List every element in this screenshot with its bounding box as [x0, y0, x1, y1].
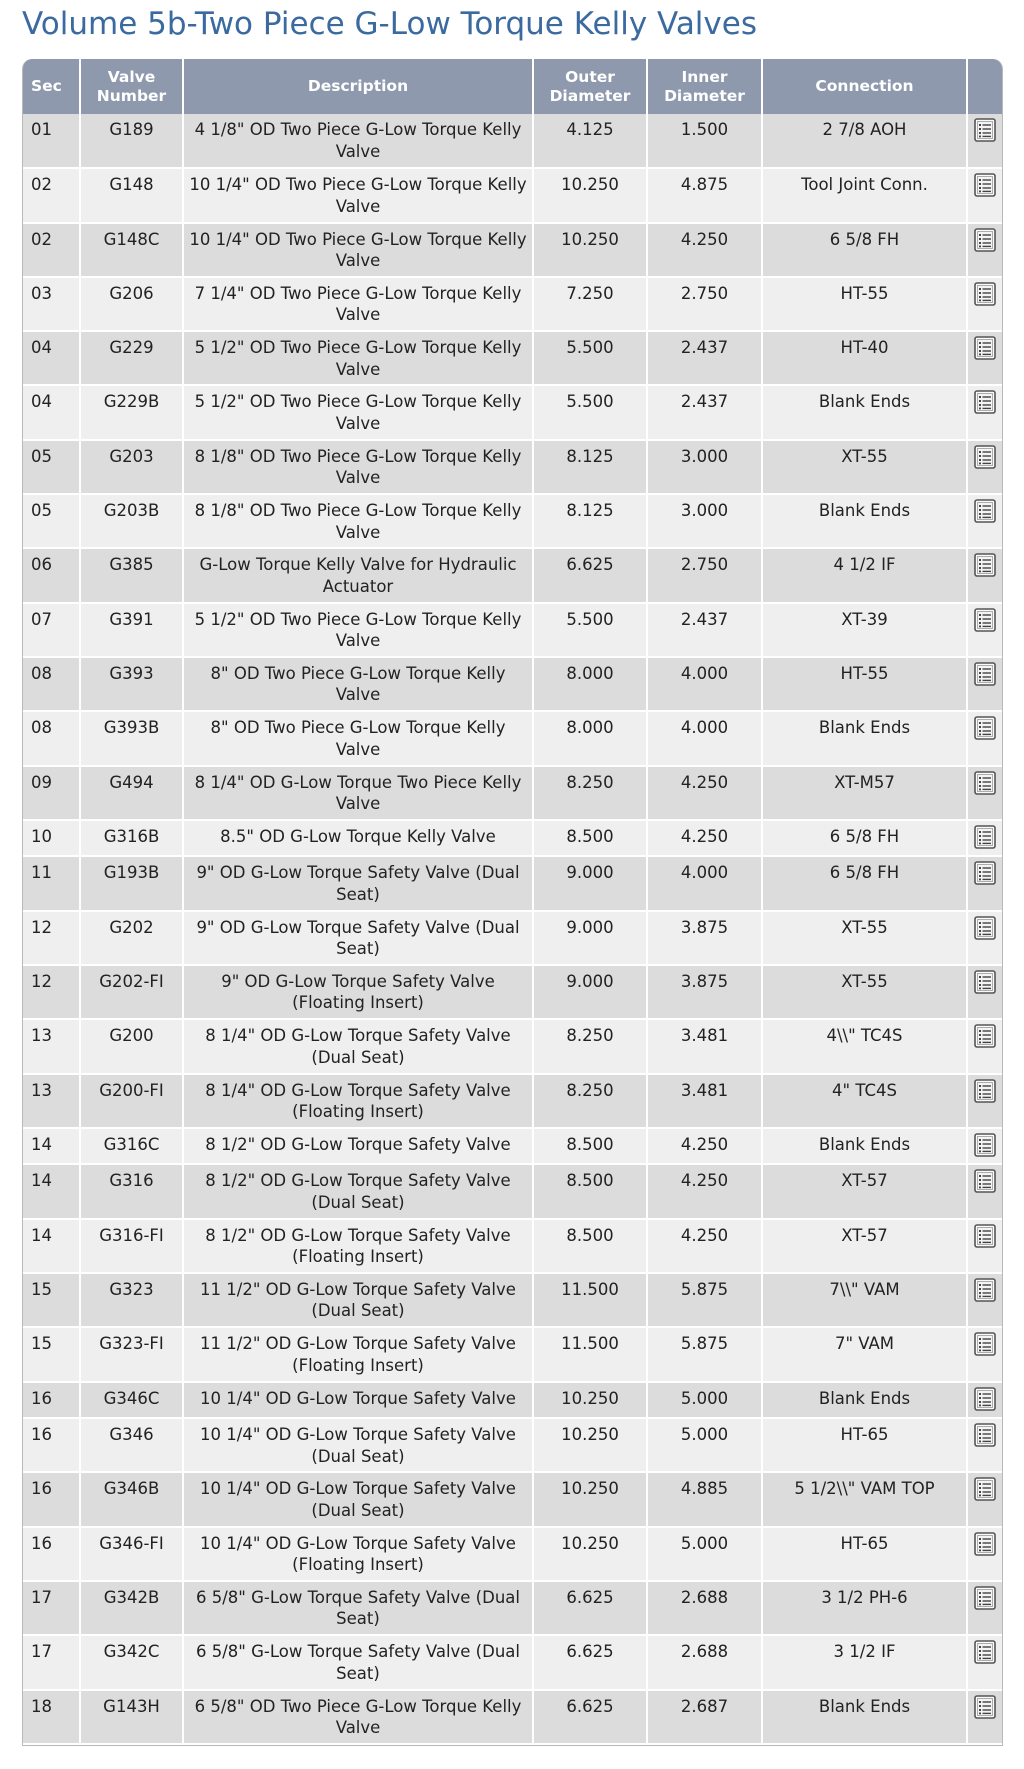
cell-connection: HT-65 [762, 1527, 967, 1581]
cell-connection: HT-40 [762, 331, 967, 385]
cell-sec: 04 [23, 331, 80, 385]
cell-sec: 05 [23, 494, 80, 548]
cell-details [967, 1074, 1002, 1128]
cell-outer-diameter: 9.000 [533, 911, 647, 965]
cell-valve-number: G316 [80, 1164, 183, 1218]
cell-sec: 02 [23, 168, 80, 222]
cell-connection: HT-55 [762, 657, 967, 711]
cell-outer-diameter: 8.500 [533, 820, 647, 857]
header-outer-diameter[interactable]: Outer Diameter [533, 59, 647, 114]
cell-description: 9" OD G-Low Torque Safety Valve (Dual Seat) [183, 911, 533, 965]
cell-description: 10 1/4" OD Two Piece G-Low Torque Kelly Valve [183, 223, 533, 277]
table-row [23, 856, 1002, 910]
cell-connection: HT-55 [762, 277, 967, 331]
cell-valve-number: G385 [80, 548, 183, 602]
table-row [23, 1527, 1002, 1581]
cell-valve-number: G494 [80, 766, 183, 820]
cell-sec: 14 [23, 1164, 80, 1218]
table-row [23, 1074, 1002, 1128]
document-list-icon[interactable] [972, 281, 998, 307]
cell-connection: Blank Ends [762, 1128, 967, 1165]
document-list-icon[interactable] [972, 915, 998, 941]
cell-sec: 12 [23, 965, 80, 1019]
cell-valve-number: G203B [80, 494, 183, 548]
cell-connection: Blank Ends [762, 494, 967, 548]
table-row [23, 494, 1002, 548]
cell-valve-number: G202 [80, 911, 183, 965]
table-row [23, 1581, 1002, 1635]
cell-valve-number: G323-FI [80, 1327, 183, 1381]
document-list-icon[interactable] [972, 607, 998, 633]
cell-outer-diameter: 10.250 [533, 1472, 647, 1526]
cell-description: 8 1/4" OD G-Low Torque Safety Valve (Floating Insert) [183, 1074, 533, 1128]
cell-valve-number: G346 [80, 1418, 183, 1472]
table-row [23, 911, 1002, 965]
cell-connection: 4\\" TC4S [762, 1019, 967, 1073]
valves-table-container [22, 59, 1003, 1746]
cell-inner-diameter: 4.000 [647, 856, 762, 910]
cell-valve-number: G148 [80, 168, 183, 222]
document-list-icon[interactable] [972, 860, 998, 886]
table-row [23, 331, 1002, 385]
cell-details [967, 1635, 1002, 1689]
cell-details [967, 1164, 1002, 1218]
cell-inner-diameter: 2.688 [647, 1635, 762, 1689]
cell-details [967, 965, 1002, 1019]
cell-inner-diameter: 5.000 [647, 1382, 762, 1419]
cell-outer-diameter: 4.125 [533, 114, 647, 168]
cell-inner-diameter: 4.885 [647, 1472, 762, 1526]
document-list-icon[interactable] [972, 1168, 998, 1194]
document-list-icon[interactable] [972, 227, 998, 253]
cell-outer-diameter: 8.250 [533, 1074, 647, 1128]
cell-description: 10 1/4" OD G-Low Torque Safety Valve (Floating Insert) [183, 1527, 533, 1581]
document-list-icon[interactable] [972, 1277, 998, 1303]
cell-details [967, 168, 1002, 222]
cell-valve-number: G206 [80, 277, 183, 331]
cell-outer-diameter: 8.000 [533, 657, 647, 711]
cell-sec: 12 [23, 911, 80, 965]
cell-description: 6 5/8" G-Low Torque Safety Valve (Dual Seat) [183, 1581, 533, 1635]
cell-description: 8 1/4" OD G-Low Torque Two Piece Kelly Valve [183, 766, 533, 820]
cell-description: 8" OD Two Piece G-Low Torque Kelly Valve [183, 657, 533, 711]
table-row [23, 223, 1002, 277]
cell-inner-diameter: 2.437 [647, 385, 762, 439]
document-list-icon[interactable] [972, 1422, 998, 1448]
cell-valve-number: G346C [80, 1382, 183, 1419]
document-list-icon[interactable] [972, 661, 998, 687]
cell-inner-diameter: 3.875 [647, 965, 762, 1019]
cell-inner-diameter: 4.250 [647, 1164, 762, 1218]
table-row [23, 168, 1002, 222]
cell-connection: 4" TC4S [762, 1074, 967, 1128]
cell-inner-diameter: 5.000 [647, 1418, 762, 1472]
cell-inner-diameter: 1.500 [647, 114, 762, 168]
cell-sec: 06 [23, 548, 80, 602]
cell-sec: 07 [23, 603, 80, 657]
document-list-icon[interactable] [972, 172, 998, 198]
cell-details [967, 603, 1002, 657]
cell-sec: 17 [23, 1635, 80, 1689]
cell-sec: 18 [23, 1690, 80, 1744]
cell-inner-diameter: 4.000 [647, 711, 762, 765]
cell-details [967, 1273, 1002, 1327]
cell-outer-diameter: 5.500 [533, 603, 647, 657]
cell-details [967, 494, 1002, 548]
cell-details [967, 1527, 1002, 1581]
cell-outer-diameter: 6.625 [533, 1635, 647, 1689]
cell-description: G-Low Torque Kelly Valve for Hydraulic Actuator [183, 548, 533, 602]
cell-inner-diameter: 3.000 [647, 494, 762, 548]
document-list-icon[interactable] [972, 552, 998, 578]
header-icon-column [967, 59, 1002, 114]
document-list-icon[interactable] [972, 1078, 998, 1104]
table-row [23, 1472, 1002, 1526]
cell-valve-number: G203 [80, 440, 183, 494]
cell-description: 8 1/4" OD G-Low Torque Safety Valve (Dual Seat) [183, 1019, 533, 1073]
table-row [23, 965, 1002, 1019]
cell-details [967, 1219, 1002, 1273]
cell-inner-diameter: 2.750 [647, 277, 762, 331]
cell-inner-diameter: 4.250 [647, 1128, 762, 1165]
cell-connection: 7" VAM [762, 1327, 967, 1381]
cell-description: 8 1/2" OD G-Low Torque Safety Valve [183, 1128, 533, 1165]
cell-outer-diameter: 6.625 [533, 1690, 647, 1744]
cell-description: 6 5/8" G-Low Torque Safety Valve (Dual Seat) [183, 1635, 533, 1689]
cell-details [967, 114, 1002, 168]
header-valve-number[interactable]: Valve Number [80, 59, 183, 114]
cell-sec: 16 [23, 1382, 80, 1419]
cell-connection: 6 5/8 FH [762, 820, 967, 857]
cell-connection: 2 7/8 AOH [762, 114, 967, 168]
cell-connection: 7\\" VAM [762, 1273, 967, 1327]
cell-outer-diameter: 8.125 [533, 440, 647, 494]
cell-details [967, 856, 1002, 910]
cell-outer-diameter: 10.250 [533, 168, 647, 222]
document-list-icon[interactable] [972, 1585, 998, 1611]
cell-connection: XT-55 [762, 965, 967, 1019]
cell-outer-diameter: 8.500 [533, 1219, 647, 1273]
document-list-icon[interactable] [972, 1132, 998, 1158]
cell-inner-diameter: 4.250 [647, 820, 762, 857]
cell-details [967, 820, 1002, 857]
cell-sec: 02 [23, 223, 80, 277]
document-list-icon[interactable] [972, 770, 998, 796]
cell-valve-number: G393 [80, 657, 183, 711]
cell-outer-diameter: 6.625 [533, 548, 647, 602]
cell-valve-number: G391 [80, 603, 183, 657]
cell-sec: 05 [23, 440, 80, 494]
cell-outer-diameter: 5.500 [533, 385, 647, 439]
cell-sec: 16 [23, 1472, 80, 1526]
cell-connection: 6 5/8 FH [762, 856, 967, 910]
cell-outer-diameter: 9.000 [533, 856, 647, 910]
table-row [23, 820, 1002, 857]
cell-description: 9" OD G-Low Torque Safety Valve (Dual Seat) [183, 856, 533, 910]
cell-outer-diameter: 8.000 [533, 711, 647, 765]
cell-inner-diameter: 4.250 [647, 1219, 762, 1273]
cell-sec: 15 [23, 1327, 80, 1381]
table-row [23, 1635, 1002, 1689]
cell-description: 8 1/2" OD G-Low Torque Safety Valve (Dual Seat) [183, 1164, 533, 1218]
cell-outer-diameter: 8.250 [533, 766, 647, 820]
table-row [23, 1164, 1002, 1218]
cell-details [967, 385, 1002, 439]
cell-outer-diameter: 8.125 [533, 494, 647, 548]
cell-connection: Blank Ends [762, 1690, 967, 1744]
header-connection[interactable]: Connection [762, 59, 967, 114]
cell-sec: 01 [23, 114, 80, 168]
cell-description: 11 1/2" OD G-Low Torque Safety Valve (Dual Seat) [183, 1273, 533, 1327]
cell-sec: 15 [23, 1273, 80, 1327]
table-row [23, 1327, 1002, 1381]
cell-connection: Blank Ends [762, 1382, 967, 1419]
cell-valve-number: G316C [80, 1128, 183, 1165]
cell-connection: XT-55 [762, 911, 967, 965]
cell-details [967, 223, 1002, 277]
document-list-icon[interactable] [972, 1639, 998, 1665]
table-body [23, 114, 1002, 1744]
cell-connection: 3 1/2 PH-6 [762, 1581, 967, 1635]
cell-description: 10 1/4" OD G-Low Torque Safety Valve (Dual Seat) [183, 1418, 533, 1472]
cell-details [967, 1418, 1002, 1472]
cell-inner-diameter: 2.750 [647, 548, 762, 602]
cell-sec: 08 [23, 711, 80, 765]
header-inner-diameter[interactable]: Inner Diameter [647, 59, 762, 114]
document-list-icon[interactable] [972, 498, 998, 524]
header-sec[interactable]: Sec [23, 59, 80, 114]
cell-sec: 10 [23, 820, 80, 857]
cell-inner-diameter: 2.437 [647, 331, 762, 385]
cell-connection: Tool Joint Conn. [762, 168, 967, 222]
cell-details [967, 1128, 1002, 1165]
table-row [23, 1690, 1002, 1744]
cell-valve-number: G189 [80, 114, 183, 168]
table-row [23, 603, 1002, 657]
document-list-icon[interactable] [972, 1531, 998, 1557]
cell-details [967, 657, 1002, 711]
cell-outer-diameter: 8.500 [533, 1128, 647, 1165]
cell-connection: 3 1/2 IF [762, 1635, 967, 1689]
header-description[interactable]: Description [183, 59, 533, 114]
document-list-icon[interactable] [972, 715, 998, 741]
cell-details [967, 548, 1002, 602]
cell-valve-number: G229 [80, 331, 183, 385]
cell-outer-diameter: 11.500 [533, 1327, 647, 1381]
cell-details [967, 1690, 1002, 1744]
document-list-icon[interactable] [972, 1023, 998, 1049]
table-row [23, 1128, 1002, 1165]
cell-valve-number: G346B [80, 1472, 183, 1526]
document-list-icon[interactable] [972, 824, 998, 850]
cell-outer-diameter: 10.250 [533, 223, 647, 277]
table-row [23, 1273, 1002, 1327]
cell-valve-number: G193B [80, 856, 183, 910]
cell-sec: 04 [23, 385, 80, 439]
table-row [23, 277, 1002, 331]
cell-description: 5 1/2" OD Two Piece G-Low Torque Kelly Valve [183, 331, 533, 385]
header-row [23, 59, 1002, 114]
cell-valve-number: G148C [80, 223, 183, 277]
cell-description: 8 1/8" OD Two Piece G-Low Torque Kelly Valve [183, 440, 533, 494]
cell-inner-diameter: 3.000 [647, 440, 762, 494]
cell-connection: HT-65 [762, 1418, 967, 1472]
cell-outer-diameter: 10.250 [533, 1527, 647, 1581]
table-header [23, 59, 1002, 114]
cell-sec: 14 [23, 1128, 80, 1165]
cell-details [967, 277, 1002, 331]
cell-inner-diameter: 2.687 [647, 1690, 762, 1744]
cell-inner-diameter: 3.875 [647, 911, 762, 965]
cell-inner-diameter: 2.437 [647, 603, 762, 657]
table-row [23, 440, 1002, 494]
cell-details [967, 766, 1002, 820]
cell-inner-diameter: 2.688 [647, 1581, 762, 1635]
cell-inner-diameter: 3.481 [647, 1019, 762, 1073]
cell-details [967, 1382, 1002, 1419]
cell-details [967, 1019, 1002, 1073]
cell-sec: 17 [23, 1581, 80, 1635]
table-row [23, 1219, 1002, 1273]
cell-connection: XT-57 [762, 1164, 967, 1218]
cell-description: 8 1/8" OD Two Piece G-Low Torque Kelly Valve [183, 494, 533, 548]
cell-sec: 16 [23, 1418, 80, 1472]
cell-inner-diameter: 4.875 [647, 168, 762, 222]
cell-valve-number: G200-FI [80, 1074, 183, 1128]
cell-valve-number: G342B [80, 1581, 183, 1635]
cell-description: 10 1/4" OD G-Low Torque Safety Valve (Dual Seat) [183, 1472, 533, 1526]
cell-description: 9" OD G-Low Torque Safety Valve (Floating Insert) [183, 965, 533, 1019]
cell-description: 6 5/8" OD Two Piece G-Low Torque Kelly Valve [183, 1690, 533, 1744]
table-row [23, 114, 1002, 168]
cell-inner-diameter: 4.000 [647, 657, 762, 711]
cell-valve-number: G346-FI [80, 1527, 183, 1581]
cell-connection: 4 1/2 IF [762, 548, 967, 602]
cell-outer-diameter: 7.250 [533, 277, 647, 331]
document-list-icon[interactable] [972, 969, 998, 995]
cell-description: 11 1/2" OD G-Low Torque Safety Valve (Floating Insert) [183, 1327, 533, 1381]
cell-sec: 11 [23, 856, 80, 910]
cell-valve-number: G323 [80, 1273, 183, 1327]
cell-sec: 14 [23, 1219, 80, 1273]
cell-connection: 6 5/8 FH [762, 223, 967, 277]
cell-description: 10 1/4" OD G-Low Torque Safety Valve [183, 1382, 533, 1419]
cell-valve-number: G393B [80, 711, 183, 765]
cell-description: 8.5" OD G-Low Torque Kelly Valve [183, 820, 533, 857]
cell-valve-number: G229B [80, 385, 183, 439]
cell-sec: 09 [23, 766, 80, 820]
cell-description: 4 1/8" OD Two Piece G-Low Torque Kelly Valve [183, 114, 533, 168]
cell-outer-diameter: 10.250 [533, 1382, 647, 1419]
cell-connection: XT-57 [762, 1219, 967, 1273]
cell-outer-diameter: 10.250 [533, 1418, 647, 1472]
cell-details [967, 1581, 1002, 1635]
document-list-icon[interactable] [972, 1476, 998, 1502]
document-list-icon[interactable] [972, 1694, 998, 1720]
cell-valve-number: G342C [80, 1635, 183, 1689]
cell-connection: XT-55 [762, 440, 967, 494]
cell-valve-number: G316B [80, 820, 183, 857]
cell-inner-diameter: 5.000 [647, 1527, 762, 1581]
cell-details [967, 711, 1002, 765]
cell-inner-diameter: 4.250 [647, 766, 762, 820]
cell-details [967, 1327, 1002, 1381]
cell-description: 8" OD Two Piece G-Low Torque Kelly Valve [183, 711, 533, 765]
table-row [23, 766, 1002, 820]
cell-outer-diameter: 9.000 [533, 965, 647, 1019]
cell-connection: Blank Ends [762, 711, 967, 765]
document-list-icon[interactable] [972, 1331, 998, 1357]
cell-details [967, 1472, 1002, 1526]
document-list-icon[interactable] [972, 389, 998, 415]
cell-valve-number: G202-FI [80, 965, 183, 1019]
cell-valve-number: G200 [80, 1019, 183, 1073]
table-row [23, 1418, 1002, 1472]
cell-connection: XT-M57 [762, 766, 967, 820]
table-row [23, 711, 1002, 765]
cell-sec: 13 [23, 1074, 80, 1128]
table-row [23, 548, 1002, 602]
cell-sec: 03 [23, 277, 80, 331]
page-title: Volume 5b-Two Piece G-Low Torque Kelly Valves [22, 6, 757, 42]
cell-inner-diameter: 5.875 [647, 1327, 762, 1381]
cell-inner-diameter: 4.250 [647, 223, 762, 277]
cell-inner-diameter: 5.875 [647, 1273, 762, 1327]
cell-outer-diameter: 5.500 [533, 331, 647, 385]
cell-valve-number: G143H [80, 1690, 183, 1744]
cell-description: 8 1/2" OD G-Low Torque Safety Valve (Floating Insert) [183, 1219, 533, 1273]
table-row [23, 657, 1002, 711]
document-list-icon[interactable] [972, 117, 998, 143]
cell-connection: XT-39 [762, 603, 967, 657]
cell-details [967, 440, 1002, 494]
cell-sec: 08 [23, 657, 80, 711]
document-list-icon[interactable] [972, 335, 998, 361]
cell-sec: 13 [23, 1019, 80, 1073]
document-list-icon[interactable] [972, 444, 998, 470]
cell-outer-diameter: 6.625 [533, 1581, 647, 1635]
table-row [23, 1382, 1002, 1419]
cell-description: 10 1/4" OD Two Piece G-Low Torque Kelly Valve [183, 168, 533, 222]
table-row [23, 1019, 1002, 1073]
cell-description: 7 1/4" OD Two Piece G-Low Torque Kelly Valve [183, 277, 533, 331]
cell-description: 5 1/2" OD Two Piece G-Low Torque Kelly Valve [183, 603, 533, 657]
cell-outer-diameter: 8.500 [533, 1164, 647, 1218]
cell-inner-diameter: 3.481 [647, 1074, 762, 1128]
cell-valve-number: G316-FI [80, 1219, 183, 1273]
document-list-icon[interactable] [972, 1223, 998, 1249]
document-list-icon[interactable] [972, 1386, 998, 1412]
cell-description: 5 1/2" OD Two Piece G-Low Torque Kelly Valve [183, 385, 533, 439]
cell-sec: 16 [23, 1527, 80, 1581]
cell-details [967, 331, 1002, 385]
cell-outer-diameter: 8.250 [533, 1019, 647, 1073]
valves-table [23, 59, 1002, 1745]
cell-connection: 5 1/2\\" VAM TOP [762, 1472, 967, 1526]
cell-details [967, 911, 1002, 965]
cell-connection: Blank Ends [762, 385, 967, 439]
cell-outer-diameter: 11.500 [533, 1273, 647, 1327]
table-row [23, 385, 1002, 439]
